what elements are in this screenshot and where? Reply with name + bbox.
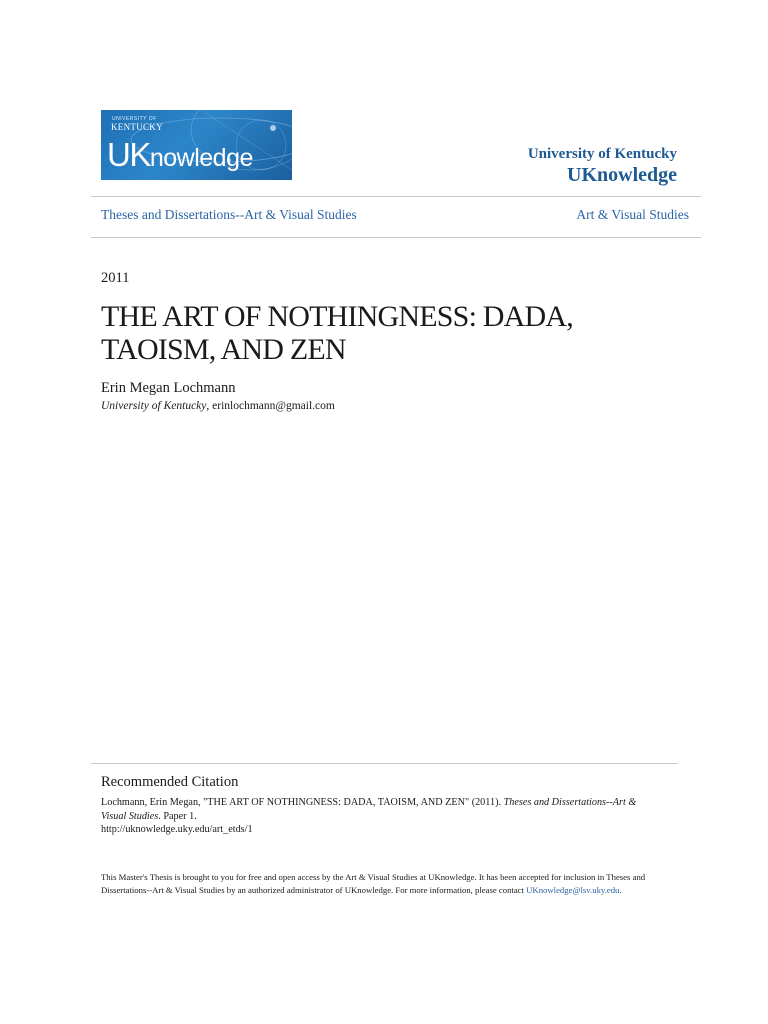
citation-text: Lochmann, Erin Megan, "THE ART OF NOTHINGNESS: DADA, TAOISM, AND ZEN" (2011).	[101, 797, 504, 808]
contact-email-link[interactable]: UKnowledge@lsv.uky.edu	[526, 885, 620, 896]
brand-university[interactable]: University of Kentucky	[527, 146, 677, 162]
affiliation-institution: University of Kentucky	[101, 400, 207, 412]
publication-year: 2011	[101, 270, 130, 286]
collections-divider	[91, 237, 701, 238]
collection-link-theses[interactable]: Theses and Dissertations--Art & Visual Studies	[101, 207, 357, 222]
brand-uknowledge[interactable]: UKnowledge	[567, 164, 677, 186]
citation-heading: Recommended Citation	[101, 774, 239, 790]
brand-header	[528, 146, 677, 187]
logo-university-of: UNIVERSITY OF	[112, 116, 157, 122]
logo-uknowledge-wordmark	[107, 138, 253, 171]
uknowledge-logo	[101, 110, 292, 180]
header-divider	[91, 196, 701, 197]
logo-nowledge: nowledge	[149, 144, 253, 172]
notice-text: This Master's Thesis is brought to you for free and open access by the Art & Visual Studies at UKnowledge. It has been accepted for inclusion in Theses and Dissertations--Art & Visual Studies by an authorized administrator of UKnowledge. For more information, please contact	[101, 872, 646, 896]
citation-block	[101, 796, 661, 837]
citation-paper: . Paper 1.	[158, 810, 197, 822]
access-notice	[101, 871, 671, 898]
notice-end: .	[619, 885, 622, 896]
citation-url[interactable]: http://uknowledge.uky.edu/art_etds/1	[101, 824, 253, 835]
citation-divider	[91, 763, 678, 764]
logo-uk: UK	[107, 136, 150, 173]
author-name: Erin Megan Lochmann	[101, 380, 236, 396]
collection-link-department[interactable]: Art & Visual Studies	[576, 207, 689, 222]
author-affiliation	[101, 400, 335, 412]
citation-series: Theses and Dissertations--Art & Visual Studies	[101, 797, 637, 822]
document-title: THE ART OF NOTHINGNESS: DADA, TAOISM, AND ZEN	[101, 300, 573, 366]
logo-kentucky: KENTUCKY	[111, 122, 163, 132]
author-email: , erinlochmann@gmail.com	[206, 400, 335, 412]
